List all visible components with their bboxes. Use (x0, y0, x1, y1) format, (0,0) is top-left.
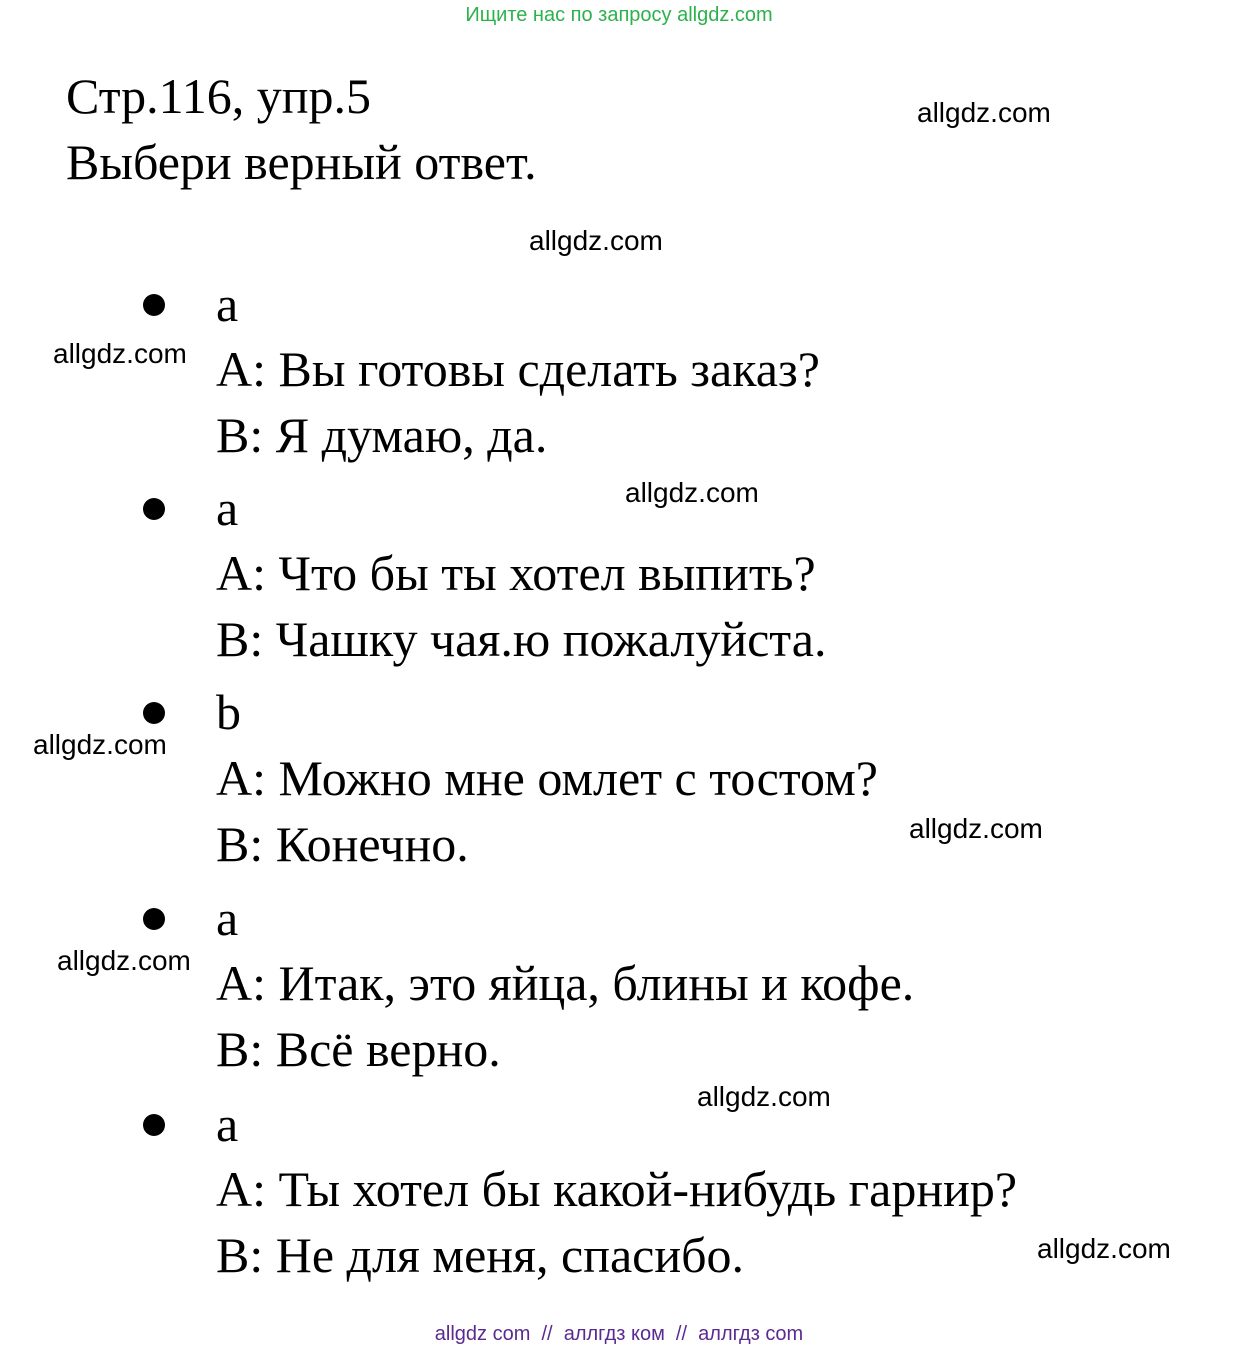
bullet-dot (143, 1114, 165, 1136)
dialog-line-b: B: Я думаю, да. (216, 407, 548, 463)
bullet-dot (143, 294, 165, 316)
dialog-line-a: A: Вы готовы сделать заказ? (216, 341, 820, 397)
bullet-dot (143, 498, 165, 520)
watermark: allgdz.com (529, 225, 663, 256)
dialog-line-a: A: Что бы ты хотел выпить? (216, 545, 816, 601)
watermark: allgdz.com (1037, 1233, 1171, 1264)
dialog-line-a: A: Итак, это яйца, блины и кофе. (216, 955, 915, 1011)
answer-letter: a (216, 1096, 239, 1152)
watermark: allgdz.com (697, 1081, 831, 1112)
watermark: allgdz.com (57, 945, 191, 976)
watermark: allgdz.com (917, 97, 1051, 128)
footer-links[interactable]: allgdz com // аллгдз ком // аллгдз com (434, 1323, 804, 1345)
page-title: Стр.116, упр.5 (66, 68, 372, 124)
answer-letter: b (216, 684, 241, 740)
watermark: allgdz.com (909, 813, 1043, 844)
dialog-line-b: B: Конечно. (216, 816, 469, 872)
answer-letter: a (216, 480, 239, 536)
bullet-dot (143, 702, 165, 724)
dialog-line-a: A: Можно мне омлет с тостом? (216, 750, 878, 806)
task-instruction: Выбери верный ответ. (66, 134, 537, 190)
watermark: allgdz.com (53, 338, 187, 369)
dialog-line-a: A: Ты хотел бы какой-нибудь гарнир? (216, 1161, 1018, 1217)
dialog-line-b: B: Чашку чая.ю пожалуйста. (216, 611, 827, 667)
answer-letter: a (216, 276, 239, 332)
top-banner[interactable]: Ищите нас по запросу allgdz.com (465, 4, 773, 26)
answer-letter: a (216, 890, 239, 946)
dialog-line-b: B: Не для меня, спасибо. (216, 1227, 745, 1283)
bullet-dot (143, 908, 165, 930)
watermark: allgdz.com (625, 477, 759, 508)
watermark: allgdz.com (33, 729, 167, 760)
dialog-line-b: B: Всё верно. (216, 1021, 501, 1077)
